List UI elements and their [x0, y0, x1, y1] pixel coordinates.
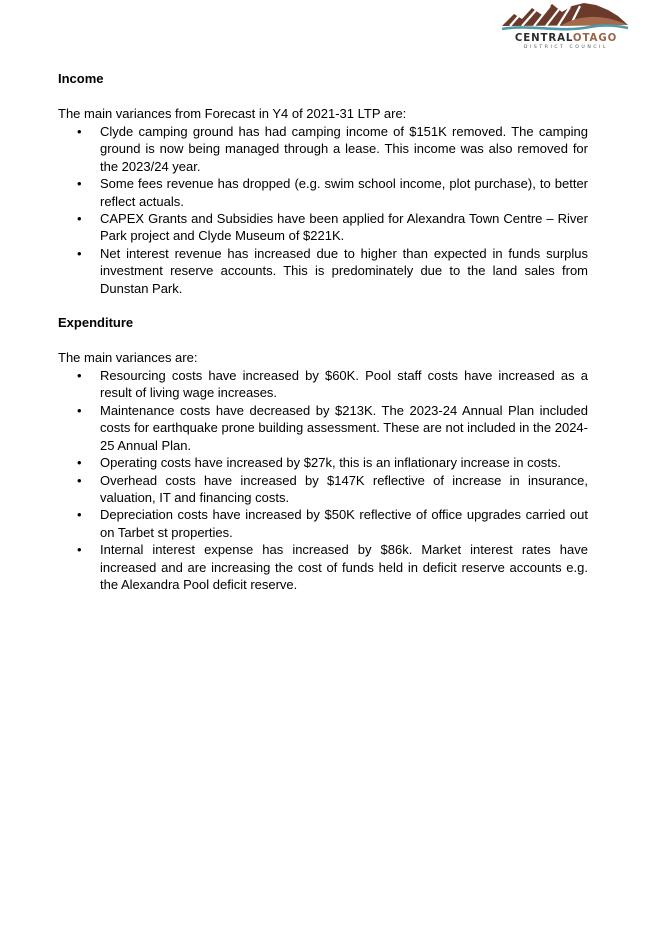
list-item: • Some fees revenue has dropped (e.g. swim school income, plot purchase), to better reflect actuals.	[58, 175, 588, 210]
list-item: • Internal interest expense has increased by $86k. Market interest rates have increased and are increasing the cost of funds held in deficit reserve accounts e.g. the Alexandra Pool deficit reserve.	[58, 541, 588, 593]
list-item: • Net interest revenue has increased due to higher than expected in funds surplus investment reserve accounts. This is predominately due to the land sales from Dunstan Park.	[58, 245, 588, 297]
list-item: • Depreciation costs have increased by $50K reflective of office upgrades carried out on Tarbet st properties.	[58, 506, 588, 541]
income-intro: The main variances from Forecast in Y4 of 2021-31 LTP are:	[58, 106, 407, 121]
income-heading: Income	[58, 71, 104, 86]
list-item: • Overhead costs have increased by $147K reflective of increase in insurance, valuation, IT and financing costs.	[58, 472, 588, 507]
list-item: • Operating costs have increased by $27k, this is an inflationary increase in costs.	[58, 454, 588, 471]
logo-subtitle: DISTRICT COUNCIL	[523, 45, 609, 50]
logo-wordmark	[504, 33, 628, 44]
logo-word-central: CENTRAL	[514, 33, 573, 44]
logo-water-wave	[502, 25, 628, 29]
mountain-logo-icon	[500, 0, 630, 34]
expenditure-variance-list	[58, 367, 588, 593]
council-logo	[500, 0, 630, 56]
document-body	[58, 70, 588, 593]
list-item: • Resourcing costs have increased by $60K. Pool staff costs have increased as a result of living wage increases.	[58, 367, 588, 402]
logo-word-otago: OTAGO	[572, 33, 618, 44]
list-item: • Maintenance costs have decreased by $213K. The 2023-24 Annual Plan included costs for earthquake prone building assessment. These are not included in the 2024-25 Annual Plan.	[58, 402, 588, 454]
expenditure-intro: The main variances are:	[58, 350, 198, 366]
expenditure-heading: Expenditure	[58, 315, 134, 331]
income-variance-list	[58, 123, 588, 297]
list-item: • CAPEX Grants and Subsidies have been applied for Alexandra Town Centre – River Park project and Clyde Museum of $221K.	[58, 210, 588, 245]
list-item: • Clyde camping ground has had camping income of $151K removed. The camping ground is now being managed through a lease. This income was also removed for the 2023/24 year.	[58, 123, 588, 175]
